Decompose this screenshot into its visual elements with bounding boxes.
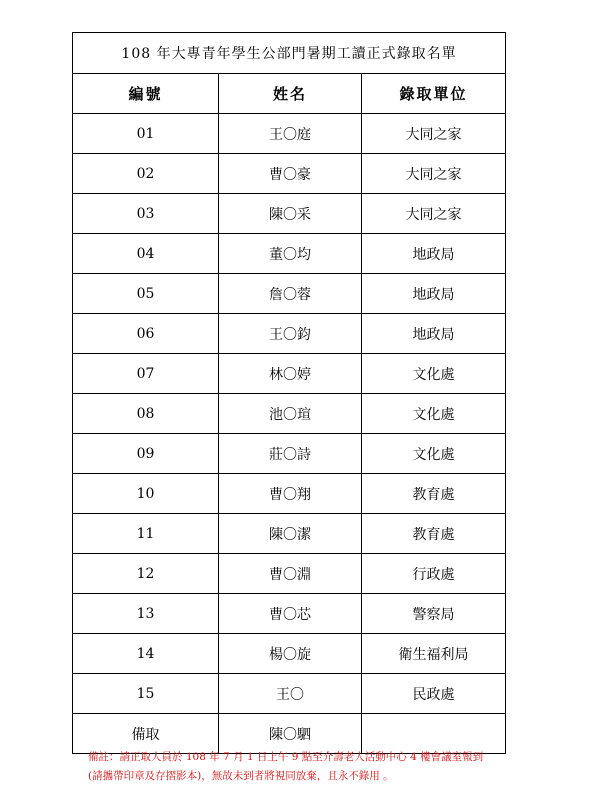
row-name: 陳〇駟 — [219, 714, 362, 754]
row-unit: 大同之家 — [362, 114, 506, 154]
row-unit: 地政局 — [362, 314, 506, 354]
table-title: 108 年大專青年學生公部門暑期工讀正式錄取名單 — [73, 33, 506, 74]
row-unit: 衛生福利局 — [362, 634, 506, 674]
row-number: 07 — [73, 354, 219, 394]
row-name: 楊〇旋 — [219, 634, 362, 674]
table-row — [73, 394, 506, 434]
row-name: 王〇鈞 — [219, 314, 362, 354]
row-number: 13 — [73, 594, 219, 634]
row-unit: 民政處 — [362, 674, 506, 714]
table-row — [73, 674, 506, 714]
row-name: 詹〇蓉 — [219, 274, 362, 314]
row-name: 林〇婷 — [219, 354, 362, 394]
table-row — [73, 274, 506, 314]
table-row — [73, 194, 506, 234]
row-name: 董〇均 — [219, 234, 362, 274]
row-name: 陳〇潔 — [219, 514, 362, 554]
row-number: 15 — [73, 674, 219, 714]
table-row — [73, 314, 506, 354]
row-number: 04 — [73, 234, 219, 274]
remark-line-2: (請攜帶印章及存摺影本)，無故未到者將視同放棄，且永不錄用 。 — [88, 770, 394, 782]
row-name: 曹〇芯 — [219, 594, 362, 634]
remark-line-1: 備註：請正取人員於 108 年 7 月 1 日上午 9 點至介壽老人活動中心 4 樓會議室報到 — [88, 751, 484, 763]
table-row — [73, 514, 506, 554]
table-row — [73, 234, 506, 274]
header-row — [73, 74, 506, 114]
row-name: 莊〇詩 — [219, 434, 362, 474]
row-name: 曹〇豪 — [219, 154, 362, 194]
row-unit: 地政局 — [362, 274, 506, 314]
row-name: 王〇庭 — [219, 114, 362, 154]
row-number: 01 — [73, 114, 219, 154]
row-number: 12 — [73, 554, 219, 594]
row-name: 陳〇采 — [219, 194, 362, 234]
row-unit: 行政處 — [362, 554, 506, 594]
row-number: 08 — [73, 394, 219, 434]
row-number: 14 — [73, 634, 219, 674]
remark-note — [88, 748, 548, 786]
row-number: 09 — [73, 434, 219, 474]
table-row — [73, 354, 506, 394]
table-row — [73, 474, 506, 514]
row-unit: 文化處 — [362, 394, 506, 434]
row-number: 05 — [73, 274, 219, 314]
header-number: 編號 — [73, 74, 219, 114]
admission-list-table — [72, 32, 506, 754]
row-number: 10 — [73, 474, 219, 514]
row-number: 11 — [73, 514, 219, 554]
row-unit: 教育處 — [362, 474, 506, 514]
row-unit: 警察局 — [362, 594, 506, 634]
row-unit: 大同之家 — [362, 154, 506, 194]
row-name: 曹〇翔 — [219, 474, 362, 514]
row-number: 02 — [73, 154, 219, 194]
row-unit: 文化處 — [362, 434, 506, 474]
row-number: 備取 — [73, 714, 219, 754]
table-row — [73, 634, 506, 674]
table-row — [73, 434, 506, 474]
row-unit: 大同之家 — [362, 194, 506, 234]
table-row — [73, 114, 506, 154]
row-number: 06 — [73, 314, 219, 354]
row-unit: 文化處 — [362, 354, 506, 394]
row-name: 池〇瑄 — [219, 394, 362, 434]
table-row — [73, 554, 506, 594]
header-name: 姓名 — [219, 74, 362, 114]
row-name: 曹〇淵 — [219, 554, 362, 594]
header-unit: 錄取單位 — [362, 74, 506, 114]
row-name: 王〇 — [219, 674, 362, 714]
table-row — [73, 594, 506, 634]
row-unit: 教育處 — [362, 514, 506, 554]
table-row — [73, 154, 506, 194]
row-unit: 地政局 — [362, 234, 506, 274]
row-number: 03 — [73, 194, 219, 234]
